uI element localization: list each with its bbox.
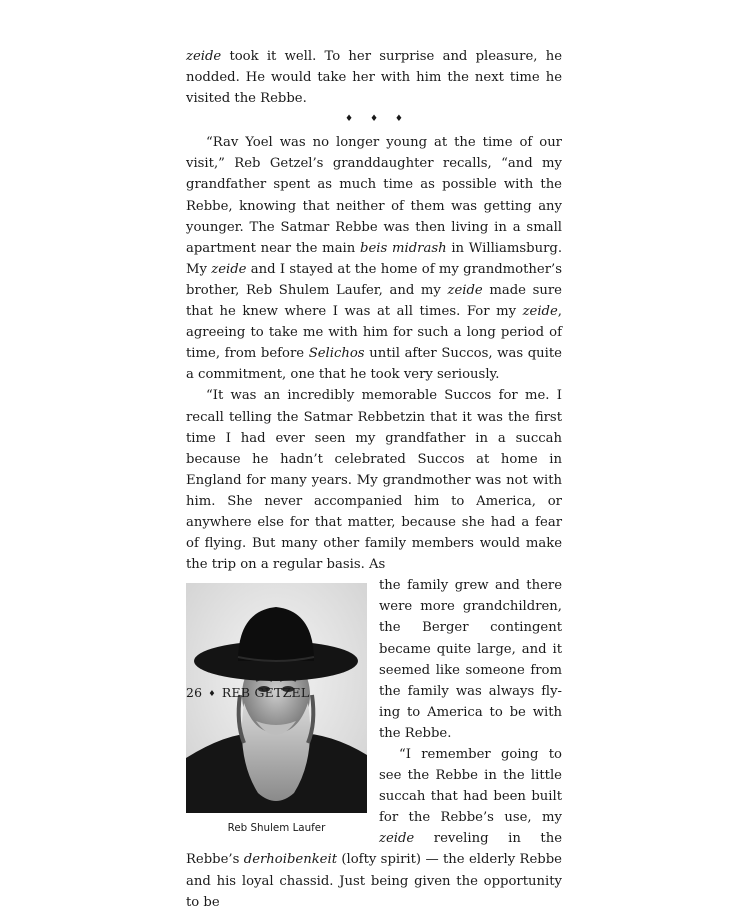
italic-term: zeide [447, 282, 483, 298]
paragraph-4: “I remember going to see the Rebbe in the little succah that had been built for the Rebbe’s use, my zeide reveling in the Rebbe’s derhoibenkeit (lofty spirit) — the elderly Rebbe and his loyal chassid. Just being given the opportunity to be [186, 747, 562, 910]
italic-term: Selichos [308, 346, 365, 362]
paragraph-3-continued: the family grew and there were more grandchildren, the Berger contingent became quite large, and it seemed like someone from the family was always flying to America to be with the Rebbe. [379, 578, 562, 741]
italic-term: derhoibenkeit [243, 852, 338, 868]
separator-diamond: ♦ [394, 114, 403, 125]
paragraph-2: “Rav Yoel was no longer young at the time of our visit,” Reb Getzel’s granddaughter recalls, “and my grandfather spent as much time as possible with the Rebbe, knowing that neither of them was getting any younger. The Satmar Rebbe was then living in a small apartment near the main beis midrash in Williamsburg. My zeide and I stayed at the home of my grandmother’s brother, Reb Shulem Laufer, and my zeide made sure that he knew where I was at all times. For my zeide, agreeing to take me with him for such a long period of time, from before Selichos until after Succos, was quite a commitment, one that he took very seriously. [186, 135, 563, 383]
figure-caption: Reb Shulem Laufer [227, 822, 326, 835]
page-number: 26 [186, 685, 203, 700]
page-body [186, 46, 562, 913]
footer-separator: ♦ [208, 689, 216, 698]
italic-term: zeide [379, 831, 415, 847]
separator-diamond: ♦ [345, 114, 354, 125]
text-with-figure [186, 385, 562, 912]
page-footer [186, 685, 309, 703]
italic-term: zeide [186, 49, 222, 64]
paragraph-3-lead: “It was an incredibly memorable Succos for me. I recall telling the Satmar Rebbetzin that it was the first time I had ever seen my grandfather in a succah because he hadn’t celebrated Succos at home in England for many years. My grandmother was not with him. She never accompanied him to America, or anywhere else for that matter, because she had a fear of flying. But many other family members would make the trip on a regular basis. As [186, 388, 562, 573]
italic-term: zeide [211, 261, 247, 277]
portrait-figure [186, 583, 367, 835]
italic-term: zeide [522, 304, 558, 320]
italic-term: beis midrash [360, 240, 447, 256]
separator-diamond: ♦ [369, 114, 379, 125]
section-separator [186, 109, 562, 132]
paragraph-1: zeide took it well. To her surprise and pleasure, he nodded. He would take her with him the next time he visited the Rebbe. [186, 49, 562, 107]
running-head: REB GETZEL [221, 685, 310, 700]
